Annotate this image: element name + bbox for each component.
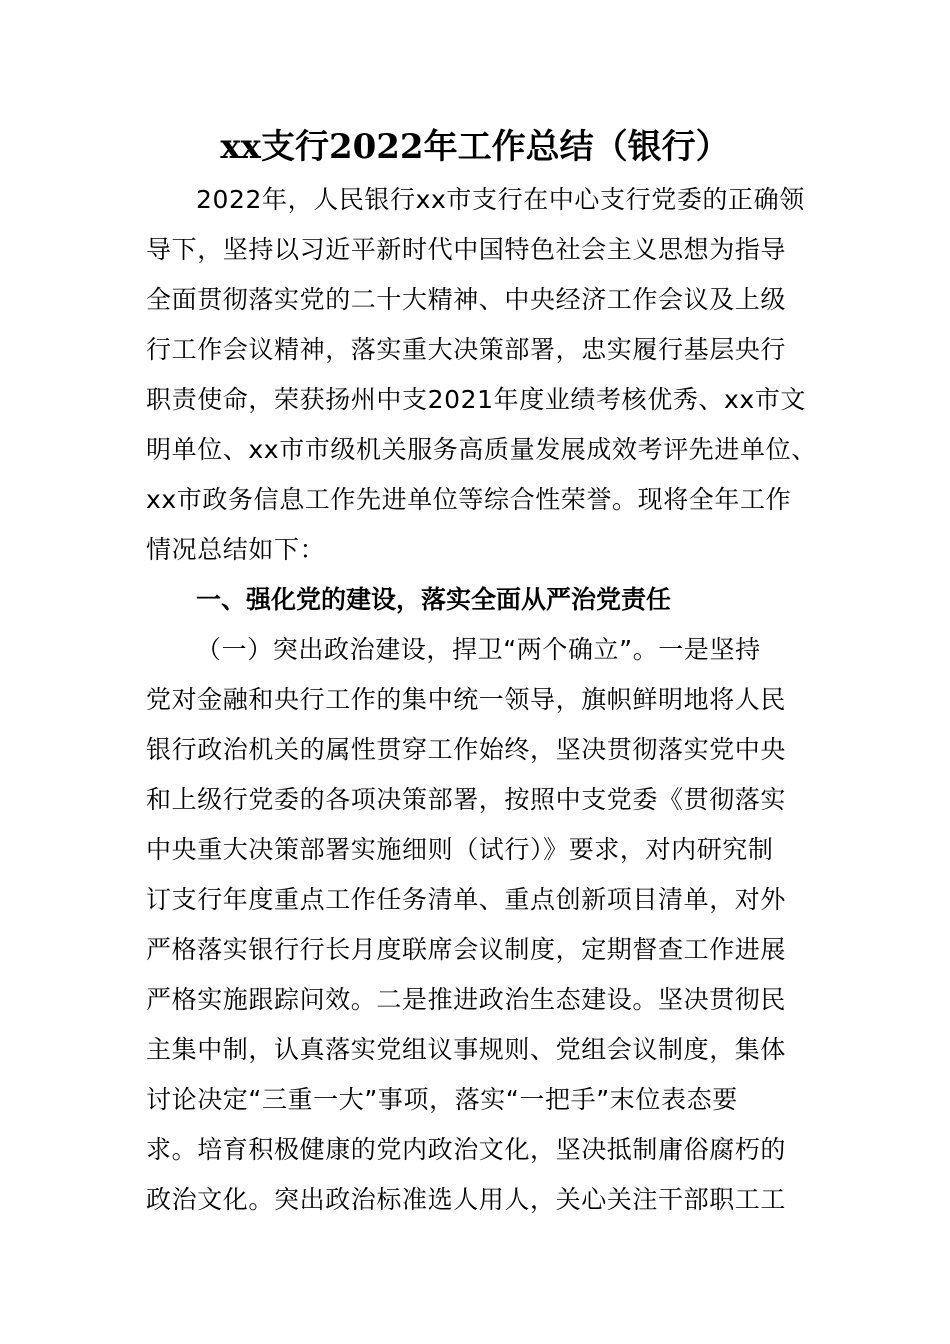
body-line: 主集中制，认真落实党组议事规则、党组会议制度，集体 <box>146 1035 787 1064</box>
body-line: 讨论决定“三重一大”事项，落实“一把手”末位表态要 <box>146 1085 738 1114</box>
intro-line: 明单位、xx市市级机关服务高质量发展成效考评先进单位、 <box>146 435 817 464</box>
intro-line: 导下，坚持以习近平新时代中国特色社会主义思想为指导 <box>146 235 787 264</box>
intro-line: 行工作会议精神，落实重大决策部署，忠实履行基层央行 <box>146 335 787 364</box>
intro-line: 2022年，人民银行xx市支行在中心支行党委的正确领 <box>196 185 805 214</box>
intro-line: 全面贯彻落实党的二十大精神、中央经济工作会议及上级 <box>146 285 787 314</box>
body-line: 和上级行党委的各项决策部署，按照中支党委《贯彻落实 <box>146 785 787 814</box>
document-title: xx支行2022年工作总结（银行） <box>220 127 730 167</box>
intro-line: xx市政务信息工作先进单位等综合性荣誉。现将全年工作 <box>146 485 792 514</box>
intro-line: 职责使命，荣获扬州中支2021年度业绩考核优秀、xx市文 <box>146 385 807 414</box>
section-heading: 一、强化党的建设，落实全面从严治党责任 <box>196 585 672 614</box>
intro-line: 情况总结如下： <box>146 535 326 564</box>
body-line: （一）突出政治建设，捍卫“两个确立”。一是坚持 <box>196 635 761 664</box>
body-line: 严格实施跟踪问效。二是推进政治生态建设。坚决贯彻民 <box>146 985 787 1014</box>
body-line: 中央重大决策部署实施细则（试行）》要求，对内研究制 <box>146 835 774 864</box>
body-line: 求。培育积极健康的党内政治文化，坚决抵制庸俗腐朽的 <box>146 1135 787 1164</box>
body-line: 银行政治机关的属性贯穿工作始终，坚决贯彻落实党中央 <box>146 735 787 764</box>
body-line: 严格落实银行行长月度联席会议制度，定期督查工作进展 <box>146 935 787 964</box>
body-line: 党对金融和央行工作的集中统一领导，旗帜鲜明地将人民 <box>146 685 787 714</box>
body-line: 订支行年度重点工作任务清单、重点创新项目清单，对外 <box>146 885 787 914</box>
body-line: 政治文化。突出政治标准选人用人，关心关注干部职工工 <box>146 1185 787 1214</box>
